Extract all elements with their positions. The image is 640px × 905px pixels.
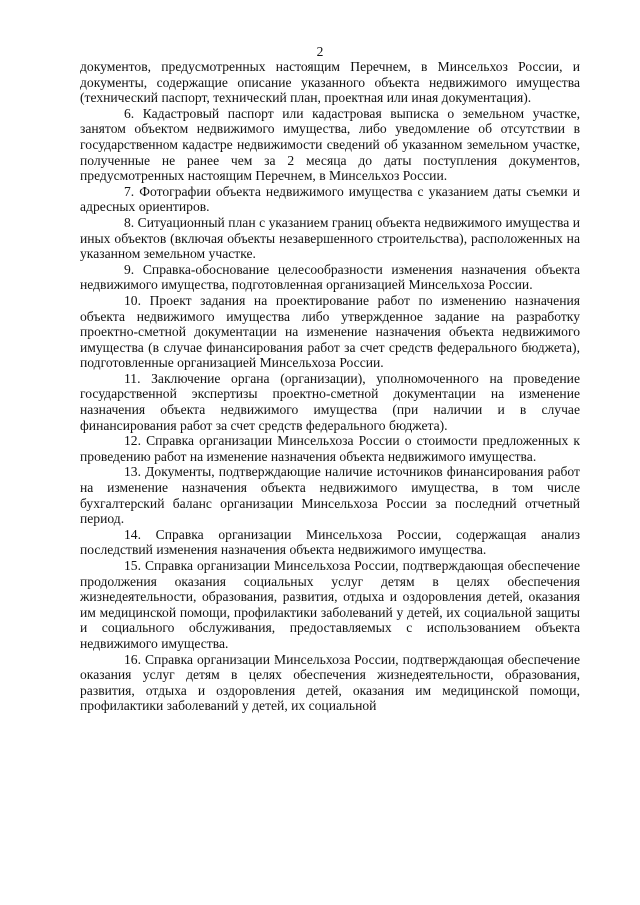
paragraph-item-11: 11. Заключение органа (организации), уполномоченного на проведение государственной экспертизы проектно-сметной документации на изменение назначения объекта недвижимого имущества (при наличии и в случае финансирования работ за счет средств федерального бюджета). (80, 370, 580, 433)
paragraph-item-10: 10. Проект задания на проектирование работ по изменению назначения объекта недвижимого имущества либо утвержденное задание на разработку проектно-сметной документации на изменение назначения объекта недвижимого имущества (в случае финансирования работ за счет средств федерального бюджета), подготовленные организацией Минсельхоза России. (80, 292, 580, 371)
paragraph-item-13: 13. Документы, подтверждающие наличие источников финансирования работ на изменение назначения объекта недвижимого имущества, в том числе бухгалтерский баланс организации Минсельхоза России за последний отчетный период. (80, 464, 580, 527)
document-body (80, 59, 580, 714)
paragraph-item-14: 14. Справка организации Минсельхоза России, содержащая анализ последствий изменения назначения объекта недвижимого имущества. (80, 526, 580, 558)
paragraph-item-12: 12. Справка организации Минсельхоза России о стоимости предложенных к проведению работ на изменение назначения объекта недвижимого имущества. (80, 433, 580, 464)
paragraph-item-9: 9. Справка-обоснование целесообразности изменения назначения объекта недвижимого имущества, подготовленная организацией Минсельхоза России. (80, 261, 580, 293)
paragraph-item-8: 8. Ситуационный план с указанием границ объекта недвижимого имущества и иных объектов (включая объекты незавершенного строительства), расположенных на указанном земельном участке. (80, 214, 580, 262)
paragraph-continuation: документов, предусмотренных настоящим Перечнем, в Минсельхоз России, и документы, содержащие описание указанного объекта недвижимого имущества (технический паспорт, технический план, проектная или иная документация). (80, 59, 580, 106)
page-number: 2 (316, 44, 324, 59)
paragraph-item-15: 15. Справка организации Минсельхоза России, подтверждающая обеспечение продолжения оказания социальных услуг детям в целях обеспечения жизнедеятельности, образования, развития, отдыха и оздоровления детей, оказания им медицинской помощи, профилактики заболеваний у детей, их социальной защиты и социального обслуживания, предоставляемых с использованием объекта недвижимого имущества. (80, 558, 580, 651)
paragraph-item-16: 16. Справка организации Минсельхоза России, подтверждающая обеспечение оказания услуг детям в целях обеспечения жизнедеятельности, образования, развития, отдыха и оздоровления детей, оказания им медицинской помощи, профилактики заболеваний у детей, их социальной (80, 651, 580, 714)
paragraph-item-6: 6. Кадастровый паспорт или кадастровая выписка о земельном участке, занятом объектом недвижимого имущества, либо уведомление об отсутствии в государственном кадастре недвижимости сведений об указанном земельном участке, полученные не ранее чем за 2 месяца до даты поступления документов, предусмотренных настоящим Перечнем, в Минсельхоз России. (80, 105, 580, 184)
paragraph-item-7: 7. Фотографии объекта недвижимого имущества с указанием даты съемки и адресных ориентиров. (80, 183, 580, 215)
